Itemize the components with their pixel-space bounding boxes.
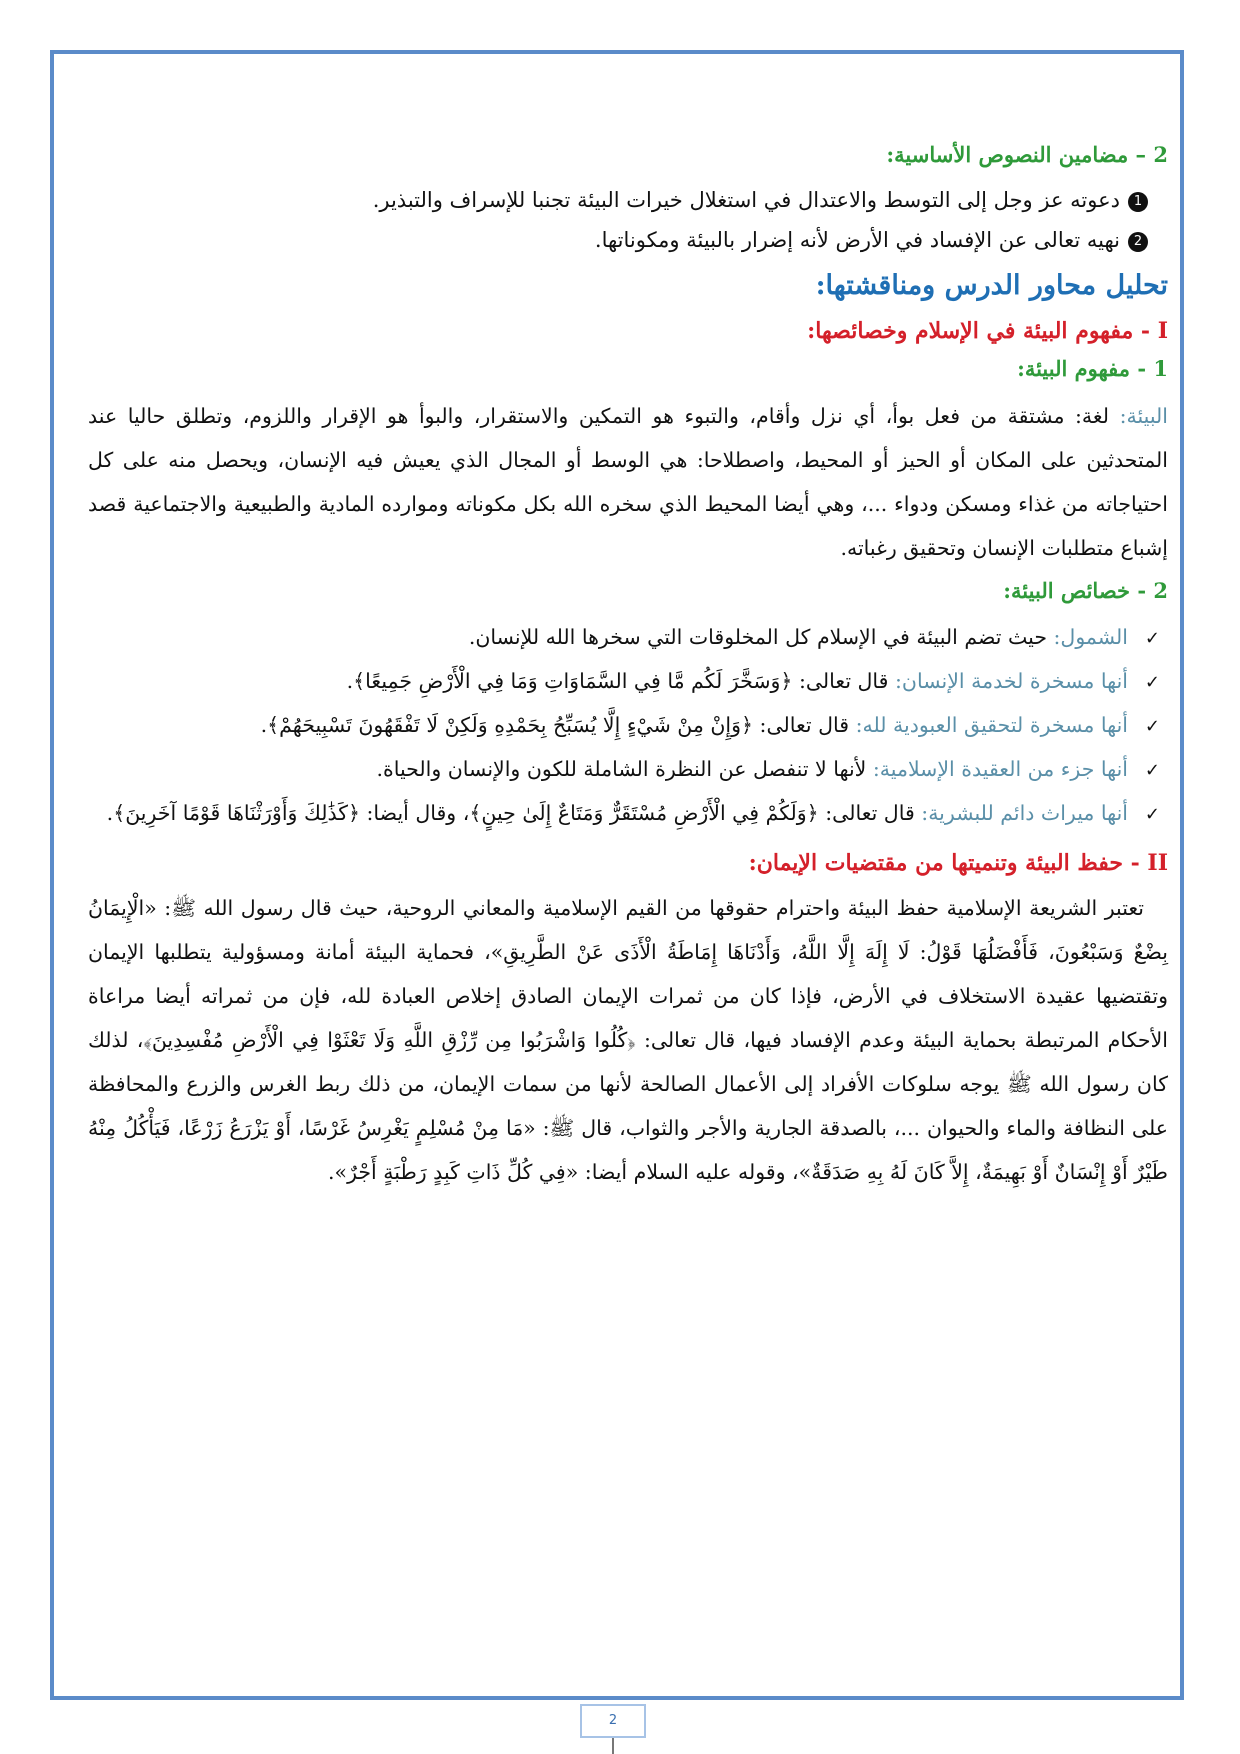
check-icon: ✓ xyxy=(1144,716,1160,737)
features-heading: 2 - خصائص البيئة: xyxy=(1003,578,1168,603)
concept-paragraph xyxy=(88,394,1168,570)
concept-term: البيئة: xyxy=(1119,404,1168,428)
feature-term: أنها مسخرة لتحقيق العبودية لله: xyxy=(855,713,1128,737)
features-list xyxy=(88,616,1160,836)
concept-text: لغة: مشتقة من فعل بوأ، أي نزل وأقام، والتبوء هو التمكين والاستقرار، والبوأ هو الإقرار واللزوم، وتطلق حاليا عند المتحدثين على المكان أو الحيز أو المحيط، واصطلاحا: هي الوسط أو المجال الذي يعيش فيه الإنسان، ويحصل منه على كل احتياجاته من غذاء ومسكن ودواء ...، وهي أيضا المحيط الذي سخره الله بكل مكوناته وموارده المادية والطبيعية والاجتماعية قصد إشباع متطلبات الإنسان وتحقيق رغباته. xyxy=(88,404,1168,560)
feature-item xyxy=(88,748,1160,792)
feature-item xyxy=(88,660,1160,704)
check-icon: ✓ xyxy=(1144,628,1160,649)
contents-item-text: نهيه تعالى عن الإفساد في الأرض لأنه إضرار بالبيئة ومكوناتها. xyxy=(594,228,1120,252)
feature-item xyxy=(88,792,1160,836)
page-number: 2 xyxy=(580,1704,646,1738)
feature-text: قال تعالى: ﴿وَسَخَّرَ لَكُم مَّا فِي السَّمَاوَاتِ وَمَا فِي الْأَرْضِ جَمِيعًا﴾. xyxy=(346,669,895,693)
page-number-stem xyxy=(612,1738,614,1754)
feature-term: أنها ميراث دائم للبشرية: xyxy=(921,801,1128,825)
part1-heading: I - مفهوم البيئة في الإسلام وخصائصها: xyxy=(807,318,1168,344)
contents-heading: 2 – مضامين النصوص الأساسية: xyxy=(886,142,1168,167)
contents-item-1 xyxy=(88,180,1148,220)
check-icon: ✓ xyxy=(1144,760,1160,781)
page-content xyxy=(88,140,1168,1194)
analysis-heading: تحليل محاور الدرس ومناقشتها: xyxy=(815,270,1168,301)
check-icon: ✓ xyxy=(1144,804,1160,825)
feature-term: أنها جزء من العقيدة الإسلامية: xyxy=(872,757,1128,781)
feature-item xyxy=(88,616,1160,660)
contents-item-2 xyxy=(88,220,1148,260)
number-badge-icon: 2 xyxy=(1128,232,1148,252)
contents-item-text: دعوته عز وجل إلى التوسط والاعتدال في استغلال خيرات البيئة تجنبا للإسراف والتبذير. xyxy=(372,188,1120,212)
feature-text: حيث تضم البيئة في الإسلام كل المخلوقات التي سخرها الله للإنسان. xyxy=(468,625,1054,649)
feature-term: أنها مسخرة لخدمة الإنسان: xyxy=(895,669,1128,693)
part2-paragraph: تعتبر الشريعة الإسلامية حفظ البيئة واحترام حقوقها من القيم الإسلامية والمعاني الروحية، حيث قال رسول الله ﷺ: «الْإِيمَانُ بِضْعٌ وَسَبْعُونَ، فَأَفْضَلُهَا قَوْلُ: لَا إِلَهَ إِلَّا اللَّهُ، وَأَدْنَاهَا إِمَاطَةُ الْأَذَى عَنْ الطَّرِيقِ»، فحماية البيئة أمانة ومسؤولية يتطلبها الإيمان وتقتضيها عقيدة الاستخلاف في الأرض، فإذا كان من ثمرات الإيمان الصادق إخلاص العبادة لله، فإن من ثمراته أيضا مراعاة الأحكام المرتبطة بحماية البيئة وعدم الإفساد فيها، قال تعالى: ﴿كُلُوا وَاشْرَبُوا مِن رِّزْقِ اللَّهِ وَلَا تَعْثَوْا فِي الْأَرْضِ مُفْسِدِينَ﴾، لذلك كان رسول الله ﷺ يوجه سلوكات الأفراد إلى الأعمال الصالحة لأنها من سمات الإيمان، من ذلك ربط الغرس والزرع والمحافظة على النظافة والماء والحيوان ...، بالصدقة الجارية والأجر والثواب، قال ﷺ: «مَا مِنْ مُسْلِمٍ يَغْرِسُ غَرْسًا، أَوْ يَزْرَعُ زَرْعًا، فَيَأْكُلُ مِنْهُ طَيْرٌ أَوْ إِنْسَانٌ أَوْ بَهِيمَةٌ، إِلاَّ كَانَ لَهُ بِهِ صَدَقَةٌ»، وقوله عليه السلام أيضا: «فِي كُلِّ ذَاتِ كَبِدٍ رَطْبَةٍ أَجْرٌ». xyxy=(88,896,1168,1184)
feature-term: الشمول: xyxy=(1053,625,1128,649)
feature-text: لأنها لا تنفصل عن النظرة الشاملة للكون والإنسان والحياة. xyxy=(376,757,873,781)
feature-text: قال تعالى: ﴿وَإِنْ مِنْ شَيْءٍ إِلَّا يُسَبِّحُ بِحَمْدِهِ وَلَكِنْ لَا تَفْقَهُونَ تَسْبِيحَهُمْ﴾. xyxy=(260,713,856,737)
feature-item xyxy=(88,704,1160,748)
part2-heading: II - حفظ البيئة وتنميتها من مقتضيات الإيمان: xyxy=(748,850,1168,876)
feature-text: قال تعالى: ﴿وَلَكُمْ فِي الْأَرْضِ مُسْتَقَرٌّ وَمَتَاعٌ إِلَىٰ حِينٍ﴾، وقال أيضا: ﴿كَذَٰلِكَ وَأَوْرَثْنَاهَا قَوْمًا آخَرِينَ﴾. xyxy=(106,801,922,825)
check-icon: ✓ xyxy=(1144,672,1160,693)
concept-heading: 1 - مفهوم البيئة: xyxy=(1017,356,1168,381)
number-badge-icon: 1 xyxy=(1128,192,1148,212)
